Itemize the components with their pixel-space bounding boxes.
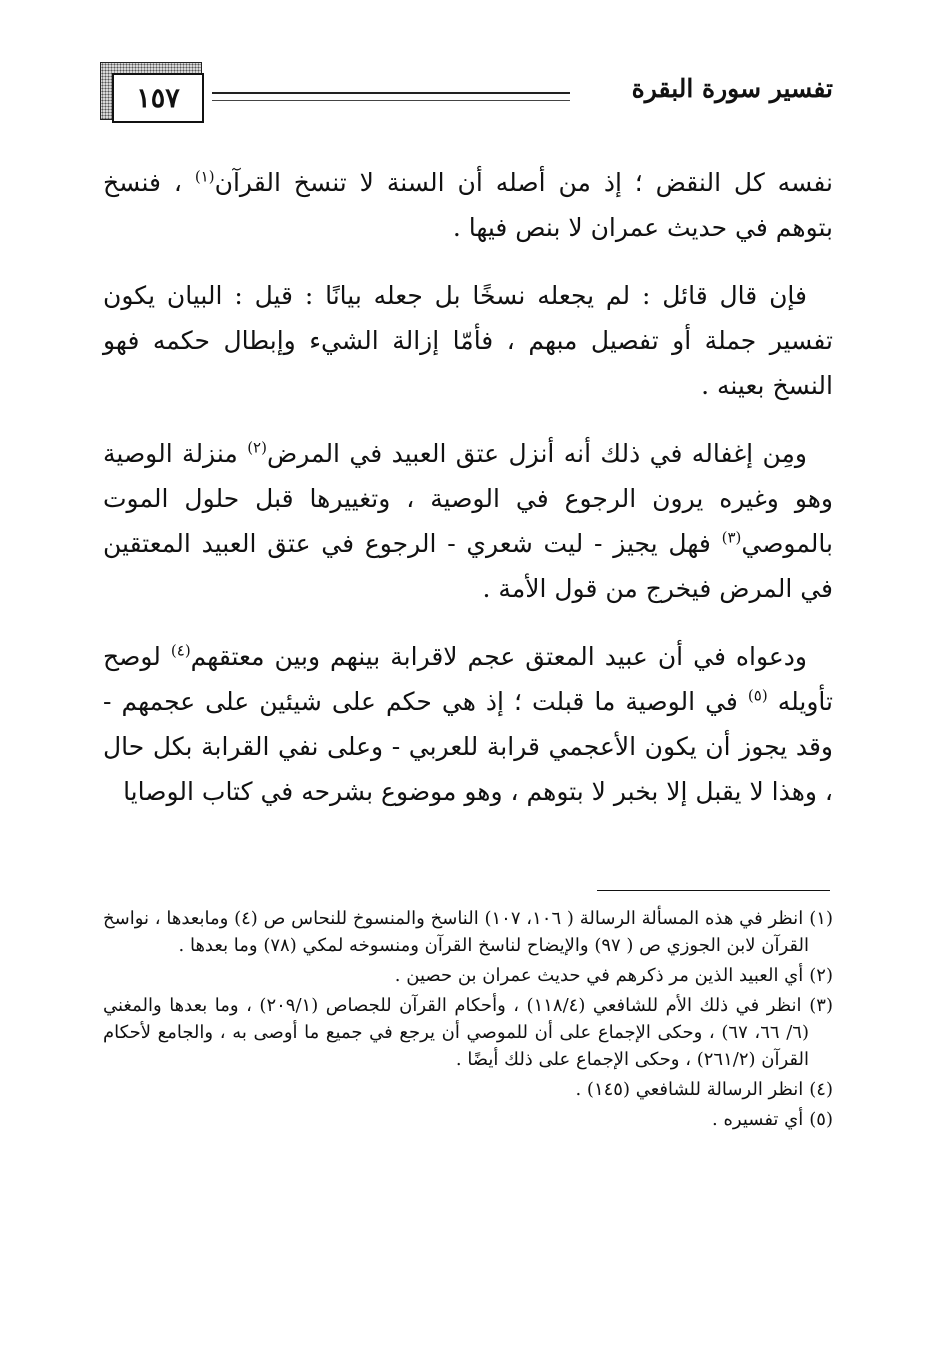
footnote-number: (٥) <box>809 1109 833 1130</box>
footnote-number: (٢) <box>809 965 833 986</box>
header-rule <box>212 92 570 101</box>
footnote-text: انظر في ذلك الأم للشافعي (١١٨/٤) ، وأحكام القرآن للجصاص (٢٠٩/١) ، وما بعدها والمغني (٦/ ٦٦، ٦٧) ، وحكى الإجماع على أن للموصي أن يرجع في جميع ما أوصى به ، والجامع لأحكام القرآن (٢٦١/٢) ، وحكى الإجماع على ذلك أيضًا . <box>103 995 809 1070</box>
footnote-reference: (١) <box>194 167 215 186</box>
footnote-1 <box>103 905 833 959</box>
paragraph-text: ، فنسخ بتوهم في حديث عمران لا بنص فيها . <box>103 168 833 242</box>
paragraph-3 <box>103 431 833 611</box>
footnote-number: (١) <box>809 908 833 929</box>
page-number-frame <box>100 62 202 122</box>
footnote-number: (٤) <box>809 1079 833 1100</box>
footnote-4 <box>103 1076 833 1103</box>
footnote-text: أي العبيد الذين مر ذكرهم في حديث عمران بن حصين . <box>394 965 804 986</box>
paragraph-text: منزلة الوصية وهو وغيره يرون الرجوع في الوصية ، وتغييرها قبل حلول الموت بالموصي <box>103 439 833 558</box>
footnote-5 <box>103 1106 833 1133</box>
paragraph-text: لوصح تأويله <box>103 642 834 716</box>
footnote-reference: (٥) <box>747 686 768 705</box>
footnote-3 <box>103 992 833 1073</box>
paragraph-text: ومِن إغفاله في ذلك أنه أنزل عتق العبيد في المرض <box>266 439 807 468</box>
main-text <box>103 160 833 837</box>
paragraph-text: فإن قال قائل : لم يجعله نسخًا بل جعله بيانًا : قيل : البيان يكون تفسير جملة أو تفصيل مبهم ، فأمّا إزالة الشيء وإبطال حكمه فهو النسخ بعينه . <box>103 281 833 400</box>
footnote-2 <box>103 962 833 989</box>
footnotes <box>103 905 833 1136</box>
paragraph-2 <box>103 273 833 408</box>
footnote-separator <box>597 890 830 891</box>
paragraph-1 <box>103 160 833 250</box>
footnote-text: أي تفسيره . <box>712 1109 804 1130</box>
footnote-number: (٣) <box>809 995 833 1016</box>
footnote-text: انظر في هذه المسألة الرسالة ( ١٠٦، ١٠٧) الناسخ والمنسوخ للنحاس ص (٤) ومابعدها ، نواسخ القرآن لابن الجوزي ص ( ٩٧) والإيضاح لناسخ القرآن ومنسوخه لمكي (٧٨) وما بعدها . <box>103 908 809 956</box>
running-title: تفسير سورة البقرة <box>631 74 833 103</box>
page-number: ١٥٧ <box>112 73 204 123</box>
footnote-reference: (٢) <box>247 438 267 457</box>
footnote-reference: (٣) <box>721 528 742 547</box>
paragraph-4 <box>103 634 833 814</box>
paragraph-text: فهل يجيز - ليت شعري - الرجوع في عتق العبيد المعتقين في المرض فيخرج من قول الأمة . <box>103 529 833 603</box>
paragraph-text: ودعواه في أن عبيد المعتق عجم لاقرابة بينهم وبين معتقهم <box>190 642 807 671</box>
footnote-text: انظر الرسالة للشافعي (١٤٥) . <box>575 1079 804 1100</box>
paragraph-text: في الوصية ما قبلت ؛ إذ هي حكم على شيئين على عجمهم - وقد يجوز أن يكون الأعجمي قرابة للعربي - وعلى نفي القرابة بكل حال ، وهذا لا يقبل إلا بخبر لا بتوهم ، وهو موضوع بشرحه في كتاب الوصايا <box>103 687 833 806</box>
paragraph-text: نفسه كل النقض ؛ إذ من أصله أن السنة لا تنسخ القرآن <box>214 168 833 197</box>
footnote-reference: (٤) <box>170 641 191 660</box>
